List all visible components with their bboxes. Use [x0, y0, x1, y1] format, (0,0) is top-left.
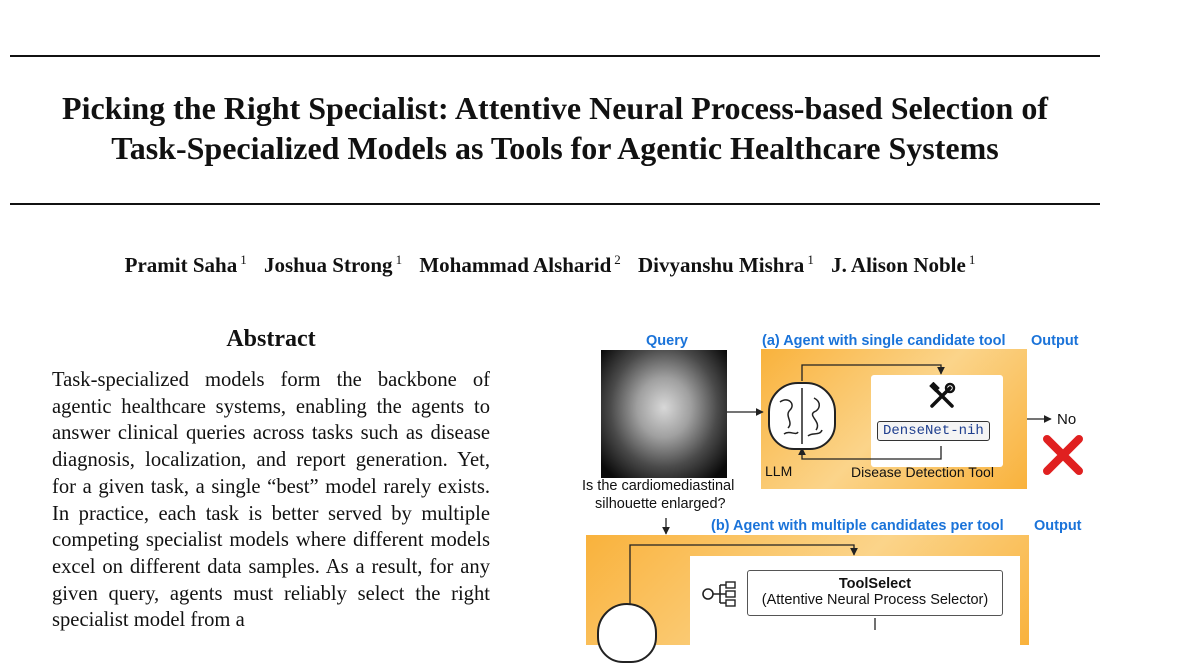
toolselect-box [747, 570, 1003, 616]
tools-icon [928, 382, 956, 410]
toolselect-name: ToolSelect [838, 576, 912, 592]
query-label: Query [646, 333, 688, 349]
author-list [0, 252, 1100, 278]
question-line-2: silhouette enlarged? [595, 496, 726, 512]
abstract-heading: Abstract [226, 326, 316, 352]
bottom-rule [10, 203, 1100, 205]
output-label-b: Output [1034, 518, 1082, 534]
output-label-a: Output [1031, 333, 1079, 349]
title-line-2: Task-Specialized Models as Tools for Agentic Healthcare Systems [111, 130, 999, 166]
tool-caption: Disease Detection Tool [851, 464, 994, 480]
panel-b-title: (b) Agent with multiple candidates per tool [711, 518, 1004, 534]
brain-icon [597, 603, 657, 663]
llm-label: LLM [765, 463, 793, 479]
author: Pramit Saha $^1$ [124, 252, 247, 277]
author: Divyanshu Mishra $^1$ [638, 252, 814, 277]
chest-xray-image [601, 350, 727, 478]
brain-icon [768, 382, 836, 450]
overview-figure [575, 328, 1095, 630]
cross-icon [1040, 432, 1086, 478]
abstract-text: Task-specialized models form the backbone of agentic healthcare systems, enabling the agents to answer clinical queries across tasks such as disease diagnosis, localization, and report generation. Yet, for a given task, a single “best” model rarely exists. In practice, each task is better served by multiple competing specialist models where different models excel on different data samples. As a result, for any given query, agents must reliably select the right specialist model from a [52, 369, 490, 632]
author: J. Alison Noble $^1$ [831, 252, 976, 277]
arrow-llm-to-tool [802, 365, 941, 381]
tree-icon [702, 581, 740, 607]
panel-a-title: (a) Agent with single candidate tool [762, 333, 1006, 349]
paper-title [10, 88, 1100, 168]
title-line-1: Picking the Right Specialist: Attentive Neural Process-based Selection of [62, 90, 1048, 126]
answer-label: No [1057, 411, 1077, 428]
toolselect-subtitle: (Attentive Neural Process Selector) [761, 592, 989, 608]
top-rule [10, 55, 1100, 57]
densenet-tool-chip: DenseNet-nih [877, 421, 990, 441]
question-line-1: Is the cardiomediastinal [582, 478, 735, 494]
author: Mohammad Alsharid $^2$ [419, 252, 621, 277]
author: Joshua Strong $^1$ [263, 252, 403, 277]
